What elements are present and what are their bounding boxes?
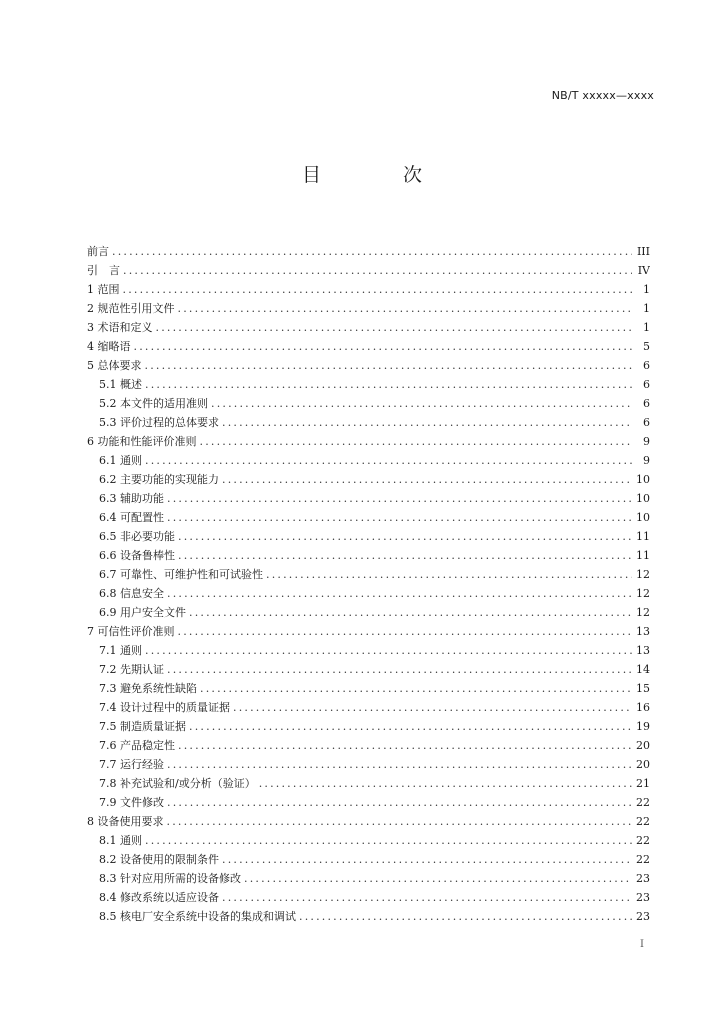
toc-entry[interactable]	[87, 280, 650, 299]
toc-leader-dots	[145, 356, 633, 375]
toc-leader-dots	[145, 831, 632, 850]
toc-entry[interactable]	[87, 755, 650, 774]
toc-entry[interactable]	[87, 850, 650, 869]
toc-leader-dots	[178, 527, 632, 546]
toc-leader-dots	[222, 888, 632, 907]
table-of-contents	[87, 242, 650, 926]
toc-entry-page: 15	[636, 682, 650, 695]
toc-entry-label: 8.2 设备使用的限制条件	[99, 853, 219, 866]
toc-entry-page: III	[636, 245, 650, 258]
toc-entry-page: 16	[636, 701, 650, 714]
toc-entry-page: 22	[636, 853, 650, 866]
toc-entry[interactable]	[87, 242, 650, 261]
toc-entry-label: 6 功能和性能评价准则	[87, 435, 197, 448]
toc-leader-dots	[189, 717, 632, 736]
toc-entry-page: 19	[636, 720, 650, 733]
toc-entry-label: 1 范围	[87, 283, 120, 296]
toc-entry-label: 6.9 用户安全文件	[99, 606, 186, 619]
toc-entry[interactable]	[87, 641, 650, 660]
toc-entry[interactable]	[87, 508, 650, 527]
toc-entry[interactable]	[87, 432, 650, 451]
toc-entry-label: 引 言	[87, 264, 120, 277]
toc-entry[interactable]	[87, 527, 650, 546]
toc-entry-page: 12	[636, 568, 650, 581]
toc-leader-dots	[167, 584, 632, 603]
toc-entry-page: 20	[636, 739, 650, 752]
toc-entry[interactable]	[87, 546, 650, 565]
toc-entry-label: 6.7 可靠性、可维护性和可试验性	[99, 568, 263, 581]
document-code: NB/T xxxxx—xxxx	[551, 89, 654, 102]
toc-entry-page: 9	[643, 435, 650, 448]
toc-entry[interactable]	[87, 584, 650, 603]
toc-entry-page: 5	[643, 340, 650, 353]
toc-entry-label: 6.1 通则	[99, 454, 142, 467]
toc-entry-page: 11	[636, 549, 650, 562]
toc-leader-dots	[244, 869, 632, 888]
toc-entry[interactable]	[87, 869, 650, 888]
toc-entry-label: 3 术语和定义	[87, 321, 153, 334]
toc-entry[interactable]	[87, 356, 650, 375]
toc-entry-label: 5.2 本文件的适用准则	[99, 397, 208, 410]
toc-leader-dots	[178, 299, 633, 318]
toc-entry-label: 7 可信性评价准则	[87, 625, 175, 638]
toc-entry[interactable]	[87, 261, 650, 280]
toc-entry-page: 6	[643, 378, 650, 391]
toc-entry-page: 6	[643, 416, 650, 429]
toc-entry[interactable]	[87, 907, 650, 926]
toc-entry-label: 5 总体要求	[87, 359, 142, 372]
toc-leader-dots	[167, 489, 632, 508]
toc-entry-page: 10	[636, 473, 650, 486]
toc-leader-dots	[167, 660, 632, 679]
toc-entry-label: 6.5 非必要功能	[99, 530, 175, 543]
toc-entry-page: 12	[636, 587, 650, 600]
toc-entry[interactable]	[87, 717, 650, 736]
toc-leader-dots	[145, 641, 632, 660]
toc-entry-label: 6.2 主要功能的实现能力	[99, 473, 219, 486]
toc-leader-dots	[145, 375, 632, 394]
toc-entry[interactable]	[87, 774, 650, 793]
toc-entry[interactable]	[87, 318, 650, 337]
toc-entry-label: 8.5 核电厂安全系统中设备的集成和调试	[99, 910, 296, 923]
toc-entry-label: 8.4 修改系统以适应设备	[99, 891, 219, 904]
toc-entry-label: 7.2 先期认证	[99, 663, 164, 676]
toc-entry-page: 22	[636, 834, 650, 847]
toc-entry-page: 20	[636, 758, 650, 771]
toc-entry[interactable]	[87, 812, 650, 831]
toc-entry-page: 1	[643, 302, 650, 315]
toc-leader-dots	[167, 508, 632, 527]
toc-leader-dots	[178, 736, 632, 755]
toc-leader-dots	[266, 565, 632, 584]
toc-entry-label: 前言	[87, 245, 109, 258]
toc-entry[interactable]	[87, 736, 650, 755]
toc-entry-label: 7.8 补充试验和/或分析（验证）	[99, 777, 256, 790]
toc-entry[interactable]	[87, 489, 650, 508]
toc-leader-dots	[167, 793, 632, 812]
toc-entry[interactable]	[87, 603, 650, 622]
toc-entry-label: 7.9 文件修改	[99, 796, 164, 809]
toc-entry-label: 2 规范性引用文件	[87, 302, 175, 315]
toc-leader-dots	[222, 850, 632, 869]
toc-entry-page: 1	[643, 321, 650, 334]
toc-entry-page: 6	[643, 359, 650, 372]
toc-leader-dots	[211, 394, 632, 413]
toc-entry[interactable]	[87, 565, 650, 584]
toc-entry-page: 11	[636, 530, 650, 543]
toc-leader-dots	[200, 679, 632, 698]
toc-leader-dots	[222, 470, 632, 489]
toc-entry-label: 6.4 可配置性	[99, 511, 164, 524]
toc-entry-label: 8 设备使用要求	[87, 815, 164, 828]
toc-entry[interactable]	[87, 394, 650, 413]
toc-leader-dots	[123, 261, 632, 280]
toc-leader-dots	[200, 432, 633, 451]
toc-leader-dots	[156, 318, 633, 337]
page-number: I	[640, 939, 644, 950]
toc-entry-label: 7.4 设计过程中的质量证据	[99, 701, 230, 714]
toc-entry-label: 8.1 通则	[99, 834, 142, 847]
toc-entry-page: 22	[636, 815, 650, 828]
toc-entry[interactable]	[87, 299, 650, 318]
toc-leader-dots	[145, 451, 632, 470]
toc-leader-dots	[178, 546, 632, 565]
toc-entry-label: 7.3 避免系统性缺陷	[99, 682, 197, 695]
toc-entry-page: 10	[636, 511, 650, 524]
toc-entry[interactable]	[87, 470, 650, 489]
toc-entry-label: 7.5 制造质量证据	[99, 720, 186, 733]
toc-entry-page: 10	[636, 492, 650, 505]
toc-entry[interactable]	[87, 622, 650, 641]
toc-entry-page: 9	[643, 454, 650, 467]
toc-entry-page: 12	[636, 606, 650, 619]
toc-entry-label: 6.6 设备鲁棒性	[99, 549, 175, 562]
toc-entry[interactable]	[87, 698, 650, 717]
toc-leader-dots	[167, 812, 633, 831]
toc-leader-dots	[222, 413, 632, 432]
toc-entry-page: 1	[643, 283, 650, 296]
toc-entry[interactable]	[87, 413, 650, 432]
toc-leader-dots	[134, 337, 633, 356]
toc-entry-label: 6.8 信息安全	[99, 587, 164, 600]
toc-entry[interactable]	[87, 888, 650, 907]
toc-leader-dots	[259, 774, 632, 793]
toc-entry-page: 21	[636, 777, 650, 790]
toc-leader-dots	[189, 603, 632, 622]
toc-entry-page: 22	[636, 796, 650, 809]
toc-entry[interactable]	[87, 375, 650, 394]
toc-entry-label: 7.1 通则	[99, 644, 142, 657]
page-title: 目 次	[301, 164, 461, 186]
toc-entry-page: 23	[636, 891, 650, 904]
toc-entry-page: 14	[636, 663, 650, 676]
toc-entry-label: 4 缩略语	[87, 340, 131, 353]
toc-entry-page: 23	[636, 910, 650, 923]
toc-leader-dots	[233, 698, 632, 717]
toc-leader-dots	[167, 755, 632, 774]
toc-entry-label: 7.7 运行经验	[99, 758, 164, 771]
toc-entry-page: IV	[637, 264, 650, 277]
toc-entry-page: 13	[636, 625, 650, 638]
toc-entry-page: 23	[636, 872, 650, 885]
toc-entry[interactable]	[87, 337, 650, 356]
toc-entry[interactable]	[87, 660, 650, 679]
toc-entry[interactable]	[87, 451, 650, 470]
toc-entry-label: 8.3 针对应用所需的设备修改	[99, 872, 241, 885]
toc-leader-dots	[299, 907, 632, 926]
toc-entry-page: 13	[636, 644, 650, 657]
toc-entry[interactable]	[87, 679, 650, 698]
toc-entry-label: 7.6 产品稳定性	[99, 739, 175, 752]
toc-entry-label: 6.3 辅助功能	[99, 492, 164, 505]
toc-entry[interactable]	[87, 831, 650, 850]
toc-leader-dots	[123, 280, 633, 299]
toc-leader-dots	[112, 242, 632, 261]
toc-entry[interactable]	[87, 793, 650, 812]
toc-entry-label: 5.3 评价过程的总体要求	[99, 416, 219, 429]
toc-entry-page: 6	[643, 397, 650, 410]
toc-leader-dots	[178, 622, 633, 641]
toc-entry-label: 5.1 概述	[99, 378, 142, 391]
